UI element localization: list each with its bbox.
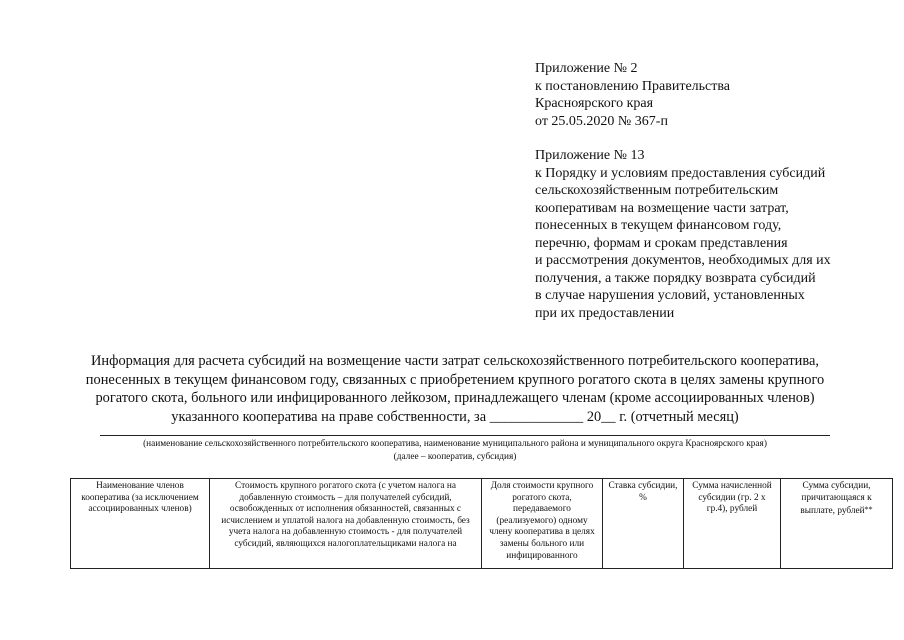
footnote-marker: ** [864,505,873,515]
organization-caption-line: (наименование сельскохозяйственного потребительского кооператива, наименование муниципального района и муниципального округа Красноярского края) [143,439,767,449]
appendix-1-line: от 25.05.2020 № 367-п [535,113,668,129]
title-line: понесенных в текущем финансовом году, связанных с приобретением крупного рогатого скота в целях замены крупного [85,371,825,388]
header-subsidy-rate: Ставка субсидии, % [603,479,684,569]
appendix-1-block [535,60,895,130]
header-payable-subsidy [781,479,893,569]
appendix-2-line: к Порядку и условиям предоставления субсидий [535,165,826,181]
document-title [40,352,870,426]
header-payable-subsidy-label: Сумма субсидии, причитающаяся к выплате, рублей [800,481,872,517]
appendix-2-block [535,147,895,322]
header-member-names: Наименование членов кооператива (за исключением ассоциированных членов) [71,479,210,569]
organization-caption-line: (далее – кооператив, субсидия) [393,451,517,462]
header-cattle-cost: Стоимость крупного рогатого скота (с учетом налога на добавленную стоимость – для получателей субсидий, освобожденных от исполнения обязанностей, связанных с исчислением и уплатой налога на добавленную стоимость, без учета налога на добавленную стоимость - для получателей субсидий, являющихся налогоплательщиками налога на [210,479,482,569]
appendix-1-line: Приложение № 2 [535,61,638,76]
appendix-2-line: в случае нарушения условий, установленных [535,288,805,303]
organization-caption [40,438,870,463]
title-line: указанного кооператива на праве собственности, за _____________ 20__ г. (отчетный месяц) [171,408,739,425]
appendix-2-line: при их предоставлении [535,305,675,321]
table-header-row [71,479,893,569]
title-line: Информация для расчета субсидий на возмещение части затрат сельскохозяйственного потребительского кооператива, [91,353,819,369]
header-cost-share: Доля стоимости крупного рогатого скота, передаваемого (реализуемого) одному члену кооператива в целях замены больного или инфицированного [482,479,603,569]
appendix-2-line: и рассмотрения документов, необходимых для их [535,253,831,268]
appendix-2-line: понесенных в текущем финансовом году, [535,218,782,233]
title-line: рогатого скота, больного или инфицированного лейкозом, принадлежащего членам (кроме ассоциированных членов) [95,390,815,406]
header-accrued-subsidy: Сумма начисленной субсидии (гр. 2 х гр.4), рублей [684,479,781,569]
appendix-2-line: кооперативам на возмещение части затрат, [535,200,789,216]
subsidy-info-table [70,478,893,569]
appendix-1-line: Красноярского края [535,96,654,111]
appendix-2-line: Приложение № 13 [535,148,645,163]
appendix-1-line: к постановлению Правительства [535,78,731,94]
appendix-2-line: перечню, формам и срокам представления [535,235,788,251]
organization-name-fill-line [100,435,830,436]
appendix-2-line: получения, а также порядку возврата субсидий [535,270,816,286]
appendix-2-line: сельскохозяйственным потребительским [535,183,779,198]
